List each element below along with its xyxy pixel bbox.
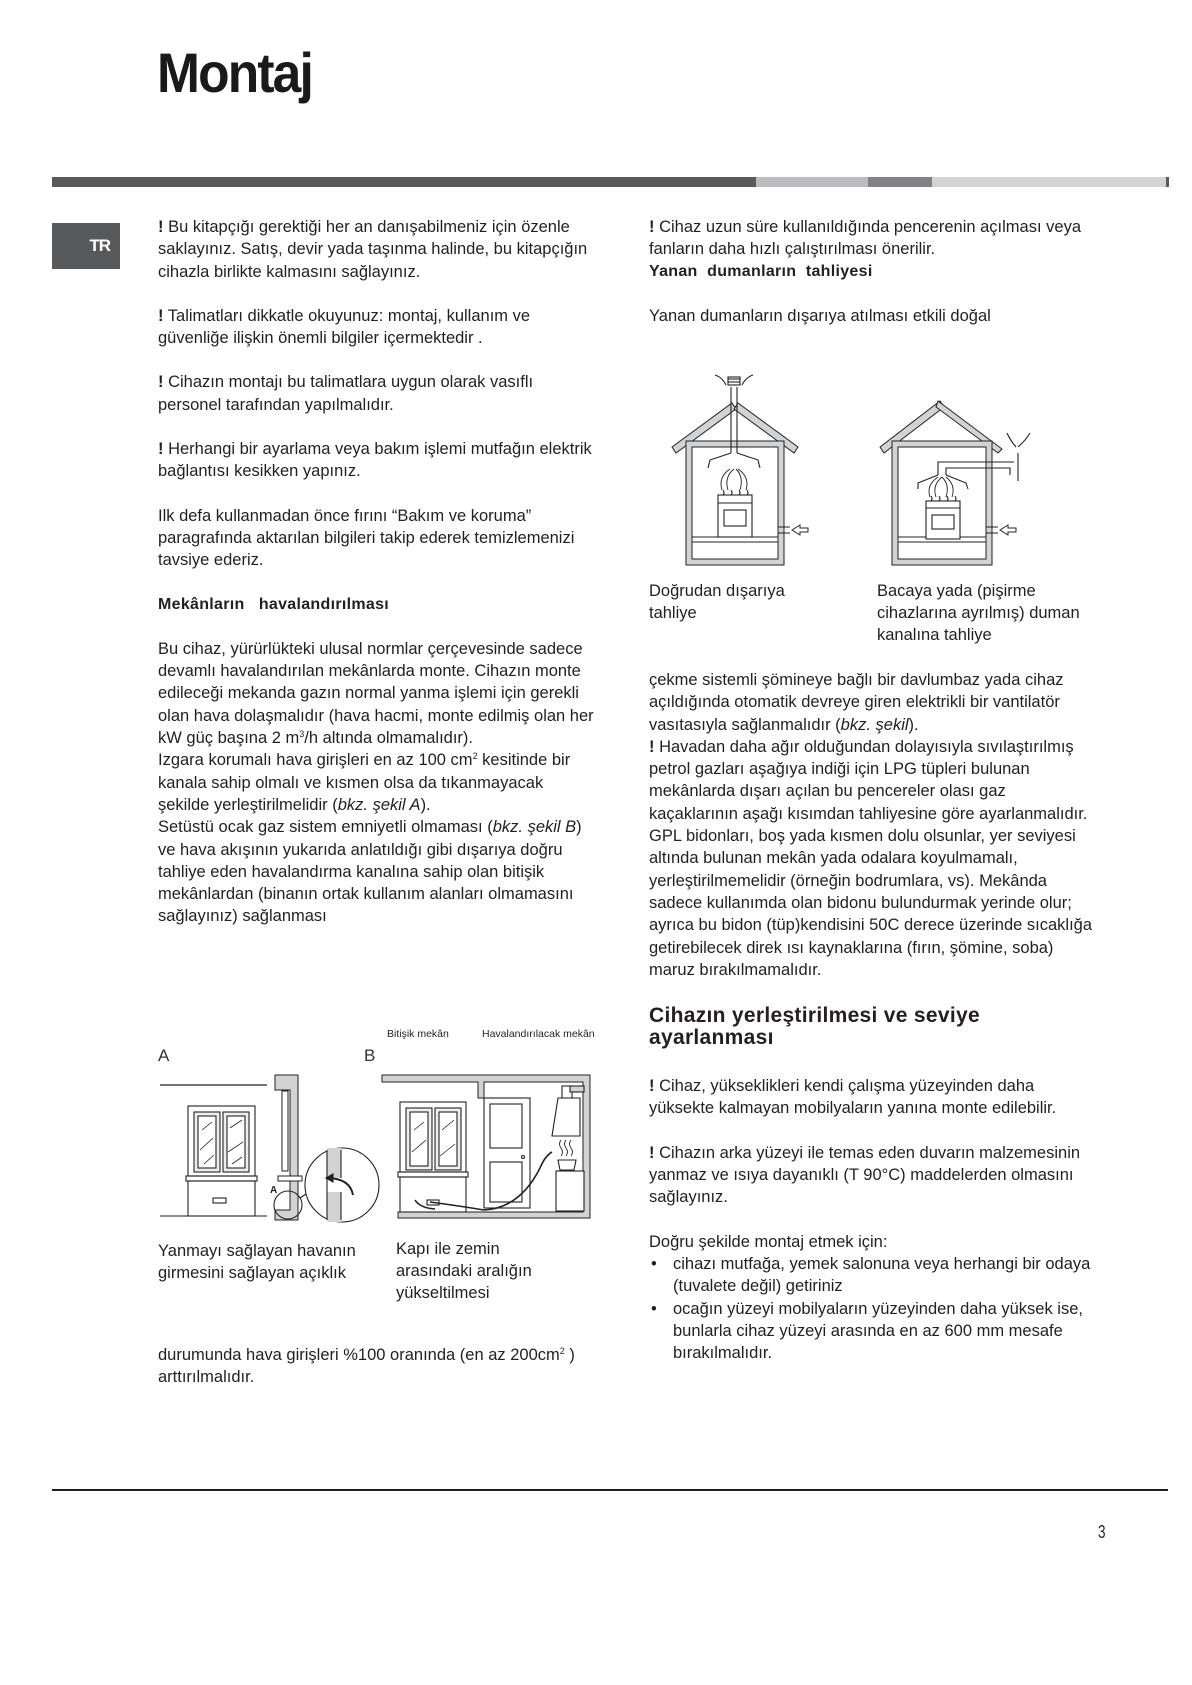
color-bar-segment-dark (52, 177, 756, 187)
figure-chimney-discharge-illustration (870, 365, 1050, 575)
label-ventilated-room: Havalandırılacak mekân (482, 1028, 595, 1040)
window-icon (398, 1102, 468, 1212)
ventilation-paragraph: Bu cihaz, yürürlükteki ulusal normlar çerçevesinde sadece devamlı havalandırılan mekânlarda monte. Cihazın monte edileceği mekanda gazın normal yanma işlemi için gerekli olan hava dolaşmalıdır (hava hacmi, monte edilmiş olan her kW güç başına 2 $m^3/h$ altında olmamalıdır). Izgara korumalı hava girişleri en az 100 $cm^2$ kesitinde bir kanala sahip olmalı ve kısmen olsa da tıkanmayacak şekilde yerleştirilmelidir (bkz. şekil A). Setüstü ocak gaz sistem emniyetli olmaması (bkz. şekil B) ve hava akışının yukarıda anlatıldığı gibi dışarıya doğru tahliye eden havalandırma kanalına sahip olan bitişik mekânlardan (binanın ortak kullanım alanları olmamasını sağlayınız) sağlanması (158, 639, 601, 926)
caption-chimney-discharge: Bacaya yada (pişirme cihazlarına ayrılmış) duman kanalına tahliye (877, 582, 1080, 644)
warning-mark: ! (649, 1077, 655, 1096)
ventilation-continuation: durumunda hava girişleri %100 oranında (en az $200cm^2$ ) arttırılmalıdır. (158, 1346, 575, 1387)
window-icon (160, 1106, 267, 1216)
note-disconnect-power: ! Herhangi bir ayarlama veya bakım işlemi mutfağın elektrik bağlantısı kesikken yapınız. (158, 440, 592, 481)
caption-direct-discharge: Doğrudan dışarıya tahliye (649, 582, 785, 622)
note-qualified-personnel: ! Cihazın montajı bu talimatlara uygun olarak vasıflı personel tarafından yapılmalıdır. (158, 373, 534, 414)
caption-figure-b: Kapı ile zemin arasındaki aralığın yükseltilmesi (396, 1240, 532, 1302)
caption-figure-a: Yanmayı sağlayan havanın girmesini sağlayan açıklık (158, 1242, 356, 1282)
note-lpg: ! Havadan daha ağır olduğundan dolayısıyla sıvılaştırılmış petrol gazları aşağıya indiği için LPG tüpleri bulunan mekânlarda dışarı açılan bu pencereler olası gaz kaçaklarının aşağı kısımdan tahliyesine göre ayarlanmalıdır. (649, 737, 1088, 823)
color-bar-segment-mid (868, 177, 932, 187)
range-hood-icon (552, 1086, 584, 1136)
stove-icon (926, 496, 960, 539)
figure-reference-a: bkz. şekil A (337, 795, 421, 814)
bullet-icon: • (651, 1299, 657, 1318)
warning-mark: ! (158, 440, 164, 459)
color-bar-end-mark (1166, 177, 1169, 187)
page-title: Montaj (157, 41, 312, 104)
color-bar-segment-pale (932, 177, 1166, 187)
figure-reference: bkz. şekil (840, 715, 909, 734)
detail-label-a: A (270, 1185, 278, 1196)
right-column-bottom (649, 669, 1095, 1364)
right-column-top (649, 216, 1089, 327)
figure-reference-b: bkz. şekil B (492, 818, 577, 837)
note-read-instructions: ! Talimatları dikkatle okuyunuz: montaj, kullanım ve güvenliğe ilişkin önemli bilgiler içermektedir . (158, 306, 531, 348)
figure-letter-b: B (364, 1046, 376, 1065)
color-bar-segment-light (756, 177, 868, 187)
note-keep-booklet: ! Bu kitapçığı gerektiği her an danışabilmeniz için özenle saklayınız. Satış, devir yada taşınma halinde, bu kitapçığın cihazla birlikte kalmasını sağlayınız. (158, 218, 588, 281)
footer-divider (52, 1489, 1168, 1491)
figure-direct-discharge-illustration (660, 365, 840, 575)
bullet-icon: • (651, 1254, 657, 1273)
fumes-intro: Yanan dumanların dışarıya atılması etkili doğal (649, 306, 991, 325)
figure-letter-a: A (158, 1046, 170, 1065)
warning-mark: ! (649, 737, 655, 756)
stove-icon (718, 490, 752, 537)
stove-icon (556, 1140, 584, 1211)
first-use-paragraph: Ilk defa kullanmadan önce fırını “Bakım ve koruma” paragrafında aktarılan bilgileri takip ederek temizlemenizi tavsiye ederiz. (158, 506, 575, 570)
label-adjacent-room: Bitişik mekân (387, 1028, 449, 1040)
fumes-continuation: çekme sistemli şömineye bağlı bir davlumbaz yada cihaz açıldığında otomatik devreye giren elektrikli bir vantilatör vasıtasıyla sağlanmalıdır (bkz. şekil). (649, 671, 1064, 734)
fumes-heading: Yanan dumanların tahliyesi (649, 262, 873, 280)
install-intro: Doğru şekilde montaj etmek için: (649, 1232, 888, 1251)
left-column (158, 216, 601, 928)
figure-b-adjacent-room-illustration (380, 1060, 600, 1230)
gpl-paragraph: GPL bidonları, boş yada kısmen dolu olsunlar, yer seviyesi altında bulunan mekân yada odalara koyulmamalı, yerleştirilmemelidir (örneğin bodrumlara, vs). Mekânda sadece kullanımda olan bidonu bulundurmak yerinde olur; ayrıca bu bidon (tüp)kendisini 50C derece üzerinde sıcaklığa getirebilecek direk ısı kaynaklarına (fırın, şömine, soba) maruz bırakılmamalıdır. (649, 827, 1093, 979)
language-tab: TR (52, 223, 120, 269)
list-item: • ocağın yüzeyi mobilyaların yüzeyinden daha yüksek ise, bunlarla cihaz yüzeyi arasında en az 600 mm mesafe bırakılmalıdır. (649, 1298, 1095, 1365)
warning-mark: ! (158, 306, 164, 325)
warning-mark: ! (158, 218, 164, 236)
note-wall-material: ! Cihazın arka yüzeyi ile temas eden duvarın malzemesinin yanmaz ve ısıya dayanıklı (T 90°C) maddelerden olmasını sağlayınız. (649, 1143, 1081, 1207)
list-item: • cihazı mutfağa, yemek salonuna veya herhangi bir odaya (tuvalete değil) getiriniz (649, 1253, 1095, 1298)
figure-a-air-inlet-illustration (150, 1060, 380, 1230)
warning-mark: ! (649, 1143, 655, 1162)
warning-mark: ! (649, 218, 655, 236)
page-number: 3 (1098, 1522, 1106, 1542)
note-furniture-height: ! Cihaz, yükseklikleri kendi çalışma yüzeyinden daha yüksekte kalmayan mobilyaların yanına monte edilebilir. (649, 1077, 1057, 1118)
house-icon (880, 401, 1002, 565)
ventilation-heading: Mekânların havalandırılması (158, 595, 390, 613)
placement-heading: Cihazın yerleştirilmesi ve seviye ayarlanması (649, 1004, 980, 1050)
house-icon (672, 403, 798, 565)
wall-section (275, 1075, 302, 1220)
warning-mark: ! (158, 373, 164, 392)
note-open-window: ! Cihaz uzun süre kullanıldığında pencerenin açılması veya fanların daha hızlı çalıştırılması önerilir. (649, 218, 1081, 259)
